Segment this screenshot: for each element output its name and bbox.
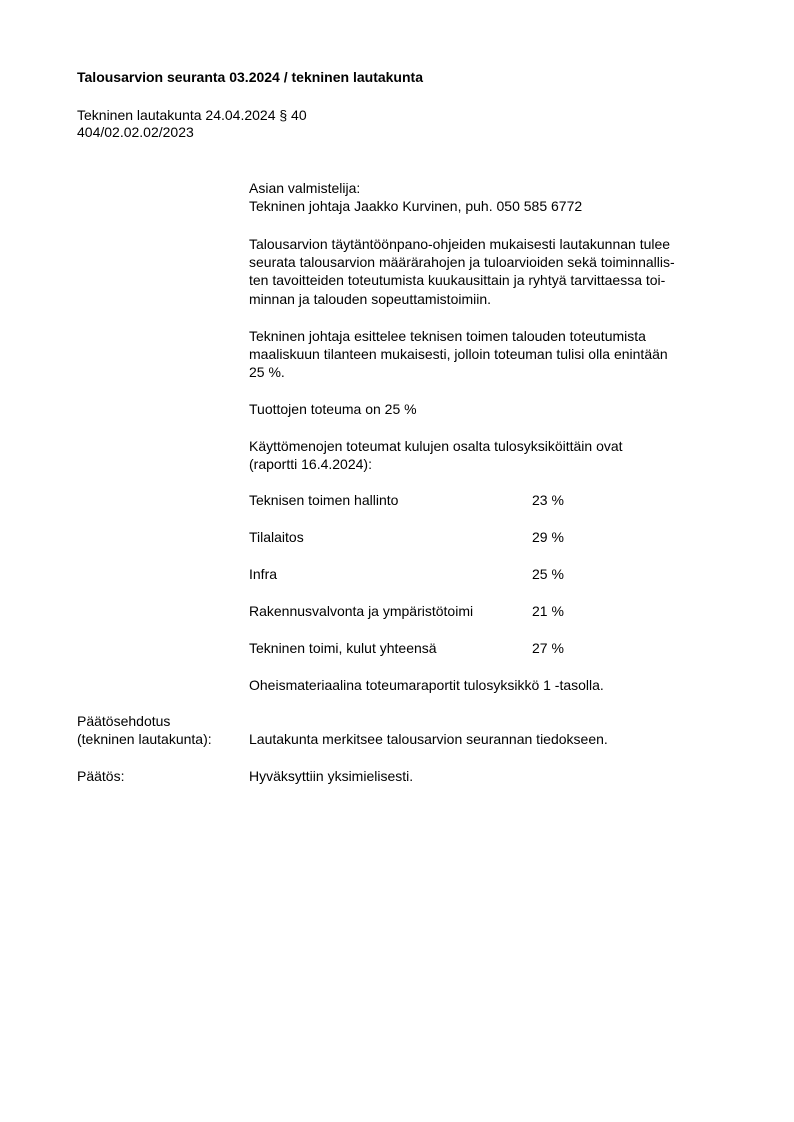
preparer-label: Asian valmistelija: xyxy=(249,180,361,196)
unit-name: Rakennusvalvonta ja ympäristötoimi xyxy=(249,603,474,619)
income-line: Tuottojen toteuma on 25 % xyxy=(249,401,417,417)
proposal-text: Lautakunta merkitsee talousarvion seurannan tiedokseen. xyxy=(249,731,608,747)
decision-text: Hyväksyttiin yksimielisesti. xyxy=(249,768,414,784)
unit-name: Infra xyxy=(249,566,278,582)
proposal-label: Päätösehdotus xyxy=(77,713,171,729)
paragraph-line: (raportti 16.4.2024): xyxy=(249,456,372,472)
unit-value: 29 % xyxy=(532,529,564,545)
meeting-line: Tekninen lautakunta 24.04.2024 § 40 xyxy=(77,107,307,123)
paragraph-line: ten tavoitteiden toteutumista kuukausittain ja ryhtyä tarvittaessa toi- xyxy=(249,272,666,288)
paragraph-line: Tekninen johtaja esittelee teknisen toimen talouden toteutumista xyxy=(249,328,646,344)
unit-value: 21 % xyxy=(532,603,564,619)
unit-value: 27 % xyxy=(532,640,564,656)
proposal-label-sub: (tekninen lautakunta): xyxy=(77,731,212,747)
record-number: 404/02.02.02/2023 xyxy=(77,124,194,140)
attachment-note: Oheismateriaalina toteumaraportit tulosyksikkö 1 -tasolla. xyxy=(249,677,604,693)
paragraph-line: 25 %. xyxy=(249,364,285,380)
unit-name: Tilalaitos xyxy=(249,529,304,545)
unit-value: 23 % xyxy=(532,492,564,508)
preparer-name: Tekninen johtaja Jaakko Kurvinen, puh. 050 585 6772 xyxy=(249,198,583,214)
paragraph-line: maaliskuun tilanteen mukaisesti, jolloin toteuman tulisi olla enintään xyxy=(249,346,668,362)
unit-name: Tekninen toimi, kulut yhteensä xyxy=(249,640,437,656)
decision-label: Päätös: xyxy=(77,768,125,784)
paragraph-line: seurata talousarvion määrärahojen ja tuloarvioiden sekä toiminnallis- xyxy=(249,254,675,270)
unit-name: Teknisen toimen hallinto xyxy=(249,492,399,508)
document-title: Talousarvion seuranta 03.2024 / tekninen lautakunta xyxy=(77,69,423,85)
paragraph-line: minnan ja talouden sopeuttamistoimiin. xyxy=(249,291,492,307)
unit-value: 25 % xyxy=(532,566,564,582)
paragraph-line: Talousarvion täytäntöönpano-ohjeiden mukaisesti lautakunnan tulee xyxy=(249,236,671,252)
paragraph-line: Käyttömenojen toteumat kulujen osalta tulosyksiköittäin ovat xyxy=(249,438,623,454)
